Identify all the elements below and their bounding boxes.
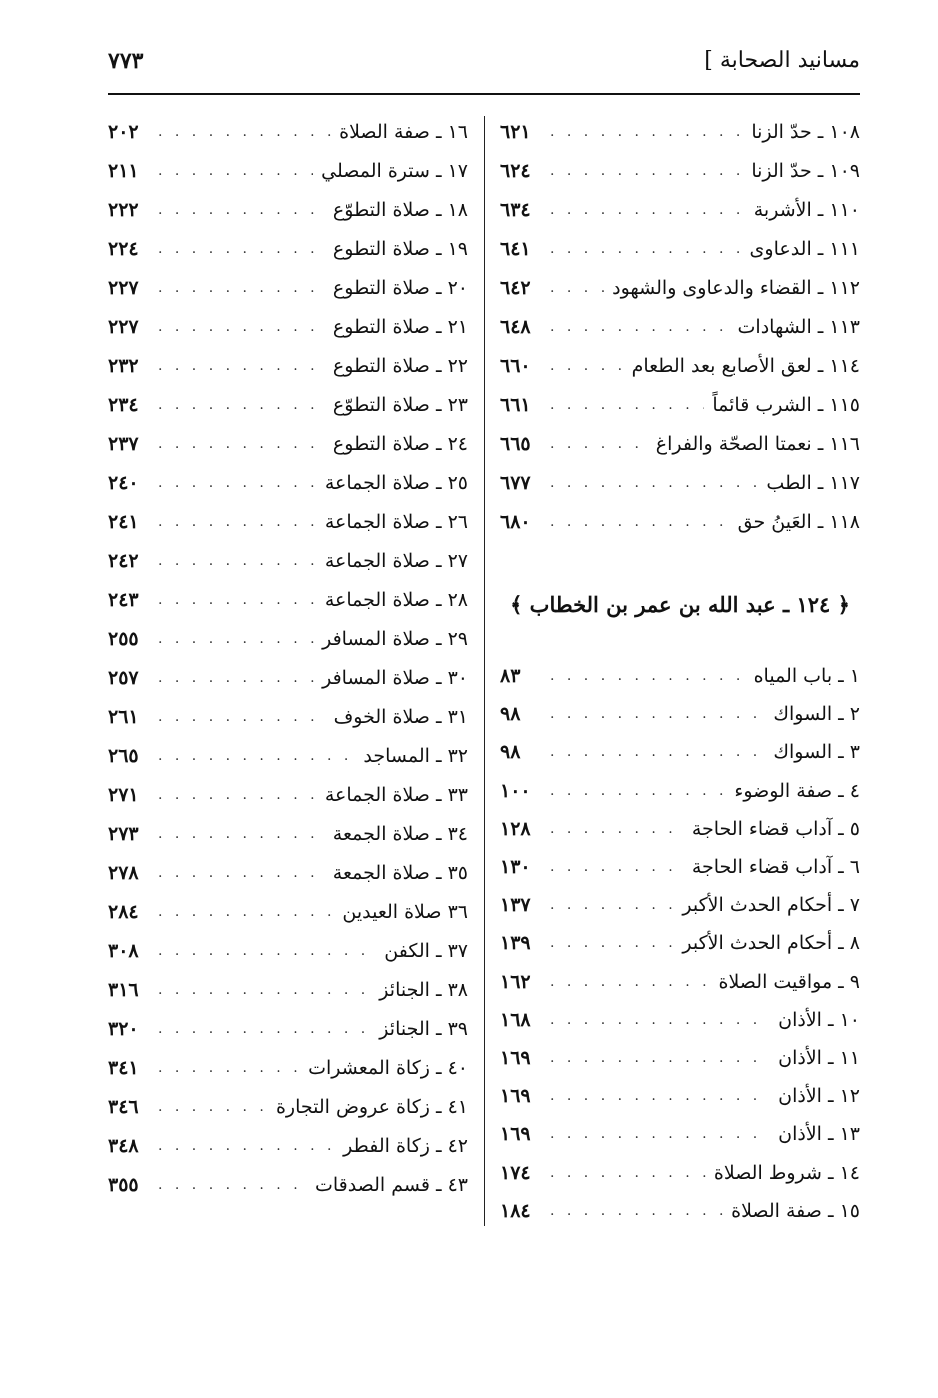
index-entry [108, 467, 468, 499]
entry-page-number: ٢٧٣ [108, 823, 139, 845]
entry-page-number: ٦٦٥ [500, 433, 531, 455]
index-entry [500, 155, 860, 187]
entry-page-number: ٣٠٨ [108, 940, 139, 962]
index-entry [500, 736, 860, 768]
index-entry [108, 506, 468, 538]
index-entry [108, 428, 468, 460]
entry-title: ٢١ ـ صلاة التطوع [332, 316, 468, 338]
index-entry [500, 813, 860, 845]
entry-page-number: ٢٤٢ [108, 550, 139, 572]
index-entry [108, 194, 468, 226]
leader-dots [158, 1099, 268, 1115]
entry-page-number: ١٧٤ [500, 1161, 531, 1184]
index-entry [500, 1195, 860, 1227]
entry-title: ١٠٨ ـ حدّ الزنا [751, 121, 860, 143]
entry-title: ١٠٩ ـ حدّ الزنا [751, 160, 860, 182]
entry-page-number: ٢٤٣ [108, 589, 139, 611]
entry-title: ٩ ـ مواقيت الصلاة [718, 970, 860, 993]
leader-dots [158, 943, 376, 959]
leader-dots [550, 202, 746, 218]
entry-title: ٢٧ ـ صلاة الجماعة [324, 550, 468, 572]
leader-dots [550, 1012, 770, 1028]
index-entry [108, 701, 468, 733]
entry-title: ٣٩ ـ الجنائز [379, 1018, 468, 1040]
leader-dots [158, 280, 325, 296]
index-entry [108, 779, 468, 811]
index-entry [500, 660, 860, 692]
entry-title: ٢٨ ـ صلاة الجماعة [324, 589, 468, 611]
index-entry [108, 1052, 468, 1084]
entry-title: ١٦ ـ صفة الصلاة [339, 121, 468, 143]
entry-page-number: ٢٧٨ [108, 862, 139, 884]
leader-dots [158, 436, 325, 452]
index-entry [500, 467, 860, 499]
leader-dots [158, 475, 317, 491]
entry-title: ١١٧ ـ الطب [766, 472, 860, 494]
index-entry [500, 1042, 860, 1074]
entry-page-number: ٩٨ [500, 703, 521, 726]
entry-title: ٣٤ ـ صلاة الجمعة [332, 823, 468, 845]
entry-title: ١١ ـ الأذان [778, 1047, 860, 1069]
entry-page-number: ٢٢٧ [108, 277, 139, 299]
entry-page-number: ٢٠٢ [108, 121, 139, 143]
index-entry [500, 428, 860, 460]
entry-page-number: ٣٤٨ [108, 1135, 139, 1157]
entry-title: ٢٠ ـ صلاة التطوع [332, 277, 468, 299]
index-entry [108, 233, 468, 265]
index-entry [108, 1013, 468, 1045]
leader-dots [158, 319, 325, 335]
index-entry [500, 272, 860, 304]
column-divider [484, 116, 485, 1226]
leader-dots [550, 706, 765, 722]
index-entry [500, 233, 860, 265]
entry-page-number: ٢٤١ [108, 511, 139, 533]
entry-title: ١ ـ باب المياه [753, 665, 860, 687]
entry-page-number: ٦٢١ [500, 121, 531, 143]
leader-dots [550, 319, 730, 335]
entry-title: ٣ ـ السواك [773, 741, 860, 764]
leader-dots [550, 397, 704, 413]
entry-page-number: ١٦٨ [500, 1008, 531, 1031]
entry-title: ٣٢ ـ المساجد [363, 745, 468, 767]
entry-title: ٢٦ ـ صلاة الجماعة [324, 511, 468, 533]
entry-title: ١١٦ ـ نعمتا الصحّة والفراغ [655, 433, 860, 455]
index-entry [500, 194, 860, 226]
leader-dots [550, 859, 684, 875]
entry-page-number: ٦٢٤ [500, 160, 531, 182]
entry-page-number: ٦٤١ [500, 238, 531, 260]
entry-page-number: ٢٥٥ [108, 628, 139, 650]
index-entry [500, 506, 860, 538]
index-entry [108, 389, 468, 421]
entry-title: ٦ ـ آداب قضاء الحاجة [691, 856, 860, 878]
entry-title: ٢٥ ـ صلاة الجماعة [324, 472, 468, 494]
index-entry [108, 662, 468, 694]
leader-dots [550, 1050, 770, 1066]
leader-dots [550, 935, 674, 951]
entry-page-number: ١٨٤ [500, 1199, 531, 1222]
running-title: مسانيد الصحابة ] [704, 48, 860, 73]
leader-dots [158, 787, 317, 803]
entry-title: ١٥ ـ صفة الصلاة [731, 1199, 860, 1222]
entry-title: ٢ ـ السواك [773, 703, 860, 726]
entry-title: ١٣ ـ الأذان [778, 1123, 860, 1146]
leader-dots [550, 1088, 770, 1104]
entry-page-number: ١٠٠ [500, 779, 531, 802]
entry-page-number: ١٦٩ [500, 1047, 531, 1069]
entry-title: ١١٣ ـ الشهادات [737, 316, 860, 338]
entry-title: ١٢ ـ الأذان [778, 1085, 860, 1108]
index-entry [108, 584, 468, 616]
index-entry [108, 857, 468, 889]
entry-page-number: ١٦٩ [500, 1123, 531, 1146]
leader-dots [158, 553, 317, 569]
index-entry [108, 896, 468, 928]
leader-dots [550, 124, 743, 140]
entry-title: ٢٢ ـ صلاة التطوع [332, 355, 468, 377]
index-entry [108, 818, 468, 850]
entry-page-number: ٢٥٧ [108, 667, 139, 689]
leader-dots [158, 358, 325, 374]
entry-page-number: ٦٦٠ [500, 355, 531, 377]
leader-dots [550, 163, 743, 179]
leader-dots [550, 241, 742, 257]
entry-page-number: ١٦٩ [500, 1085, 531, 1108]
leader-dots [550, 436, 648, 452]
entry-page-number: ٣٤٦ [108, 1096, 139, 1118]
index-entry [500, 1118, 860, 1150]
index-entry [500, 311, 860, 343]
entry-page-number: ٢٢٧ [108, 316, 139, 338]
entry-title: ٣٦ صلاة العيدين [342, 901, 468, 923]
index-entry [500, 350, 860, 382]
entry-page-number: ٢٦٥ [108, 745, 139, 767]
leader-dots [158, 904, 334, 920]
index-entry [500, 389, 860, 421]
entry-title: ٣٣ ـ صلاة الجماعة [324, 784, 468, 806]
entry-title: ٣٨ ـ الجنائز [379, 979, 468, 1001]
index-entry [500, 851, 860, 883]
entry-title: ٢٣ ـ صلاة التطوّع [332, 394, 468, 416]
leader-dots [550, 358, 624, 374]
entry-title: ١٧ ـ سترة المصلي [321, 160, 468, 182]
entry-page-number: ٢٣٧ [108, 433, 139, 455]
entry-title: ١٩ ـ صلاة التطوع [332, 238, 468, 260]
leader-dots [550, 783, 726, 799]
leader-dots [158, 670, 314, 686]
leader-dots [158, 241, 325, 257]
leader-dots [550, 475, 758, 491]
entry-title: ٤ ـ صفة الوضوء [734, 779, 860, 802]
entry-title: ٣٧ ـ الكفن [384, 940, 468, 962]
index-entry [500, 966, 860, 998]
index-entry [500, 775, 860, 807]
entry-page-number: ١٣٠ [500, 856, 531, 878]
leader-dots [550, 280, 604, 296]
entry-page-number: ١٢٨ [500, 817, 531, 840]
index-entry [500, 116, 860, 148]
index-entry [500, 1004, 860, 1036]
entry-page-number: ٦٣٤ [500, 199, 531, 221]
leader-dots [158, 202, 325, 218]
leader-dots [550, 1126, 770, 1142]
entry-page-number: ٢٨٤ [108, 901, 139, 923]
header-rule [108, 93, 860, 95]
index-entry [108, 1169, 468, 1201]
entry-page-number: ٦٤٢ [500, 277, 531, 299]
leader-dots [158, 982, 371, 998]
index-entry [500, 889, 860, 921]
entry-page-number: ٦٨٠ [500, 511, 531, 533]
page-number: ٧٧٣ [108, 48, 144, 74]
index-entry [108, 623, 468, 655]
leader-dots [158, 709, 326, 725]
leader-dots [550, 744, 765, 760]
entry-title: ٤١ ـ زكاة عروض التجارة [275, 1096, 468, 1118]
index-entry [108, 740, 468, 772]
entry-page-number: ٦٤٨ [500, 316, 531, 338]
entry-title: ٤٣ ـ قسم الصدقات [314, 1174, 468, 1196]
entry-title: ٣٠ ـ صلاة المسافر [322, 667, 468, 689]
leader-dots [550, 821, 684, 837]
leader-dots [158, 1138, 335, 1154]
index-entry [108, 935, 468, 967]
entry-title: ٧ ـ أحكام الحدث الأكبر [682, 894, 860, 917]
entry-page-number: ٢١١ [108, 160, 139, 182]
leader-dots [158, 1177, 307, 1193]
page-header [108, 44, 860, 84]
leader-dots [158, 124, 331, 140]
index-entry [108, 545, 468, 577]
entry-title: ١٤ ـ شروط الصلاة [713, 1161, 860, 1184]
entry-title: ٣١ ـ صلاة الخوف [333, 706, 468, 728]
entry-page-number: ٢٤٠ [108, 472, 139, 494]
entry-page-number: ٢٣٢ [108, 355, 139, 377]
entry-title: ١١٤ ـ لعق الأصابع بعد الطعام [631, 355, 860, 377]
entry-page-number: ١٣٩ [500, 932, 531, 955]
entry-page-number: ٩٨ [500, 741, 521, 764]
leader-dots [158, 631, 314, 647]
entry-page-number: ١٣٧ [500, 894, 531, 917]
entry-page-number: ٢٢٢ [108, 199, 139, 221]
index-entry [500, 927, 860, 959]
leader-dots [158, 163, 313, 179]
entry-page-number: ٢٣٤ [108, 394, 139, 416]
leader-dots [158, 592, 317, 608]
leader-dots [158, 748, 355, 764]
entry-title: ٤٢ ـ زكاة الفطر [343, 1135, 468, 1157]
leader-dots [550, 668, 746, 684]
index-entry [108, 116, 468, 148]
entry-page-number: ١٦٢ [500, 970, 531, 993]
entry-title: ١٨ ـ صلاة التطوّع [332, 199, 468, 221]
index-entry [500, 698, 860, 730]
leader-dots [158, 1060, 300, 1076]
entry-title: ٣٥ ـ صلاة الجمعة [332, 862, 468, 884]
index-entry [500, 1157, 860, 1189]
entry-title: ٥ ـ آداب قضاء الحاجة [691, 817, 860, 840]
entry-page-number: ٢٧١ [108, 784, 139, 806]
entry-page-number: ٣٤١ [108, 1057, 139, 1079]
leader-dots [550, 514, 730, 530]
entry-title: ١١٨ ـ العَينُ حق [737, 511, 860, 533]
index-entry [108, 1130, 468, 1162]
leader-dots [158, 397, 325, 413]
index-entry [108, 1091, 468, 1123]
index-entry [108, 311, 468, 343]
index-entry [500, 1080, 860, 1112]
index-entry [108, 155, 468, 187]
entry-title: ٢٤ ـ صلاة التطوع [332, 433, 468, 455]
entry-title: ٨ ـ أحكام الحدث الأكبر [682, 932, 860, 955]
entry-page-number: ٦٦١ [500, 394, 531, 416]
entry-title: ١١٢ ـ القضاء والدعاوى والشهود [612, 277, 860, 299]
section-heading: ﴿ ١٢٤ ـ عبد الله بن عمر بن الخطاب ﴾ [510, 592, 850, 617]
entry-page-number: ٣٥٥ [108, 1174, 139, 1196]
entry-page-number: ٢٦١ [108, 706, 139, 728]
entry-title: ١١٥ ـ الشرب قائماً [712, 394, 860, 416]
entry-title: ١٠ ـ الأذان [778, 1008, 860, 1031]
entry-page-number: ٣١٦ [108, 979, 139, 1001]
entry-title: ٢٩ ـ صلاة المسافر [322, 628, 468, 650]
entry-title: ١١١ ـ الدعاوى [749, 238, 860, 260]
entry-page-number: ٦٧٧ [500, 472, 531, 494]
index-entry [108, 350, 468, 382]
entry-title: ٤٠ ـ زكاة المعشرات [308, 1057, 468, 1079]
leader-dots [550, 1203, 723, 1219]
leader-dots [158, 514, 317, 530]
leader-dots [550, 897, 674, 913]
index-entry [108, 974, 468, 1006]
entry-page-number: ٣٢٠ [108, 1018, 139, 1040]
index-entry [108, 272, 468, 304]
entry-title: ١١٠ ـ الأشربة [753, 199, 860, 221]
leader-dots [158, 865, 325, 881]
entry-page-number: ٨٣ [500, 665, 521, 687]
leader-dots [158, 826, 325, 842]
leader-dots [550, 974, 711, 990]
leader-dots [158, 1021, 371, 1037]
leader-dots [550, 1165, 706, 1181]
entry-page-number: ٢٢٤ [108, 238, 139, 260]
